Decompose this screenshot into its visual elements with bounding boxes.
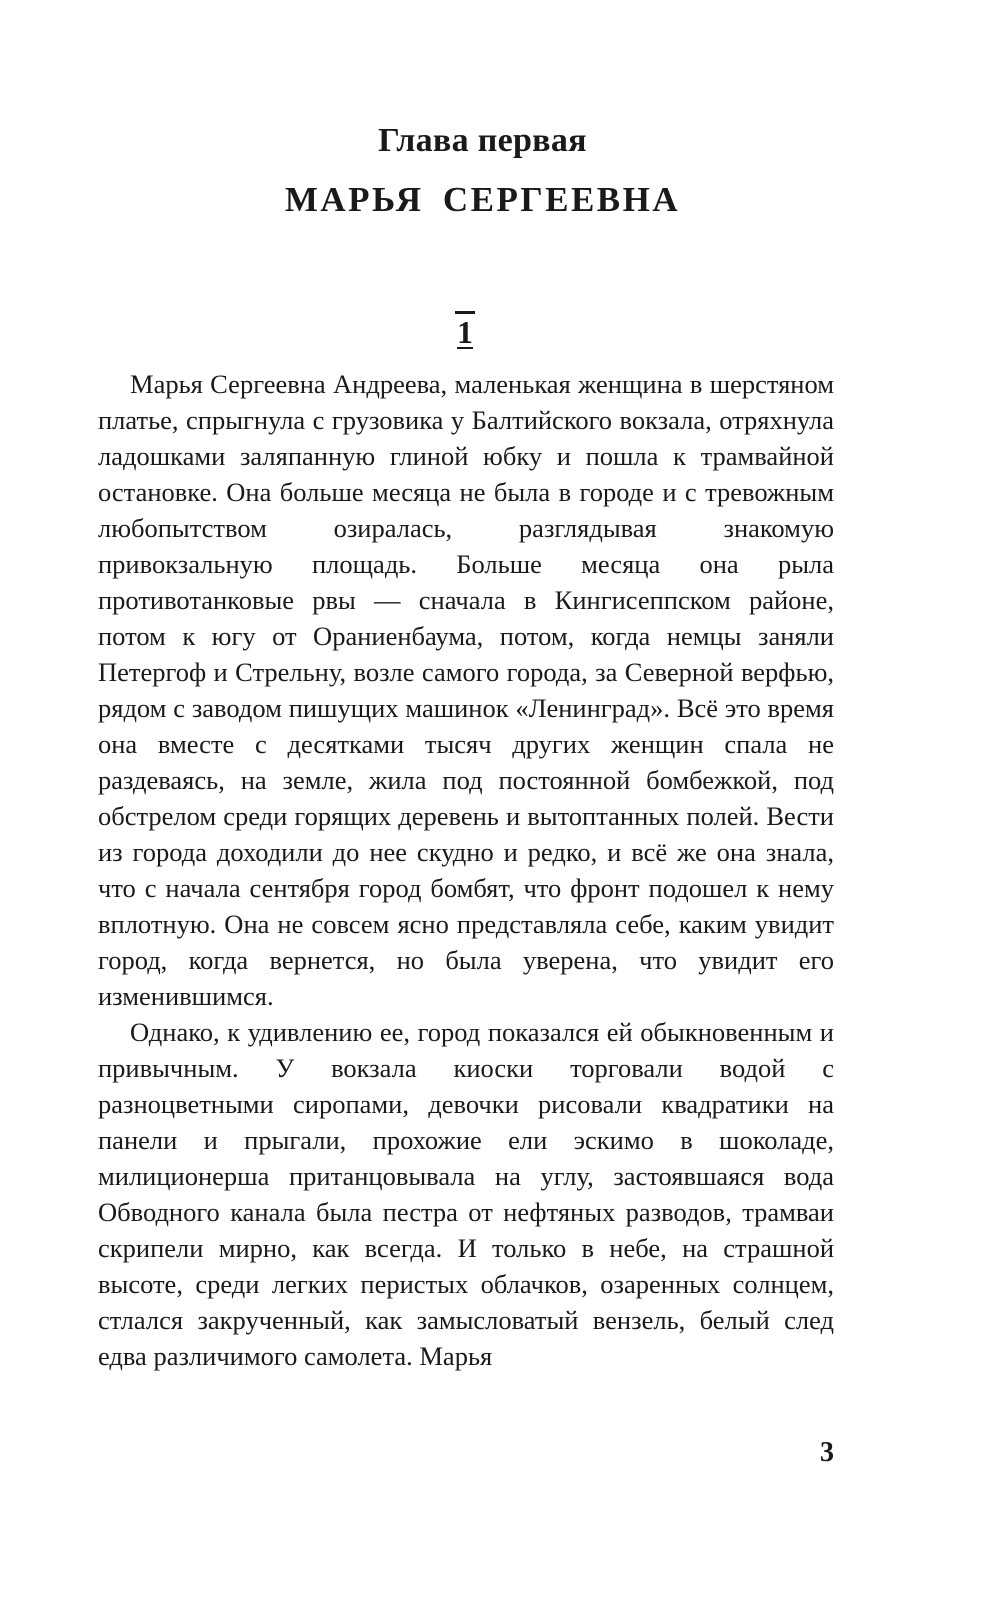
page-number: 3 (820, 1437, 834, 1468)
chapter-label: Глава первая (378, 122, 587, 159)
section-number: 1 (457, 314, 473, 350)
paragraph-1: Марья Сергеевна Андреева, маленькая женщина в шерстяном платье, спрыгнула с грузовика у Балтийского вокзала, отряхнула ладошками заляпанную глиной юбку и пошла к трамвайной остановке. Она больше месяца не была в городе и с тревожным любопытством озиралась, разглядывая знакомую привокзальную площадь. Больше месяца она рыла противотанковые рвы — сначала в Кингисеппском районе, потом к югу от Ораниенбаума, потом, когда немцы заняли Петергоф и Стрельну, возле самого города, за Северной верфью, рядом с заводом пишущих машинок «Ленинград». Всё это время она вместе с десятками тысяч других женщин спала не раздеваясь, на земле, жила под постоянной бомбежкой, под обстрелом среди горящих деревень и вытоптанных полей. Вести из города доходили до нее скудно и редко, и всё же она знала, что с начала сентября город бомбят, что фронт подошел к нему вплотную. Она не совсем ясно представляла себе, каким увидит город, когда вернется, но была уверена, что увидит его изменившимся. (98, 369, 834, 1011)
section-heading (448, 311, 482, 350)
chapter-title: МАРЬЯ СЕРГЕЕВНА (284, 180, 681, 219)
body-text (98, 366, 834, 1374)
paragraph-2: Однако, к удивлению ее, город показался ей обыкновенным и привычным. У вокзала киоски торговали водой с разноцветными сиропами, девочки рисовали квадратики на панели и прыгали, прохожие ели эскимо в шоколаде, милиционерша пританцовывала на углу, застоявшаяся вода Обводного канала была пестра от нефтяных разводов, трамваи скрипели мирно, как всегда. И только в небе, на страшной высоте, среди легких перистых облачков, озаренных солнцем, стлался закрученный, как замысловатый вензель, белый след едва различимого самолета. Марья (98, 1017, 834, 1371)
